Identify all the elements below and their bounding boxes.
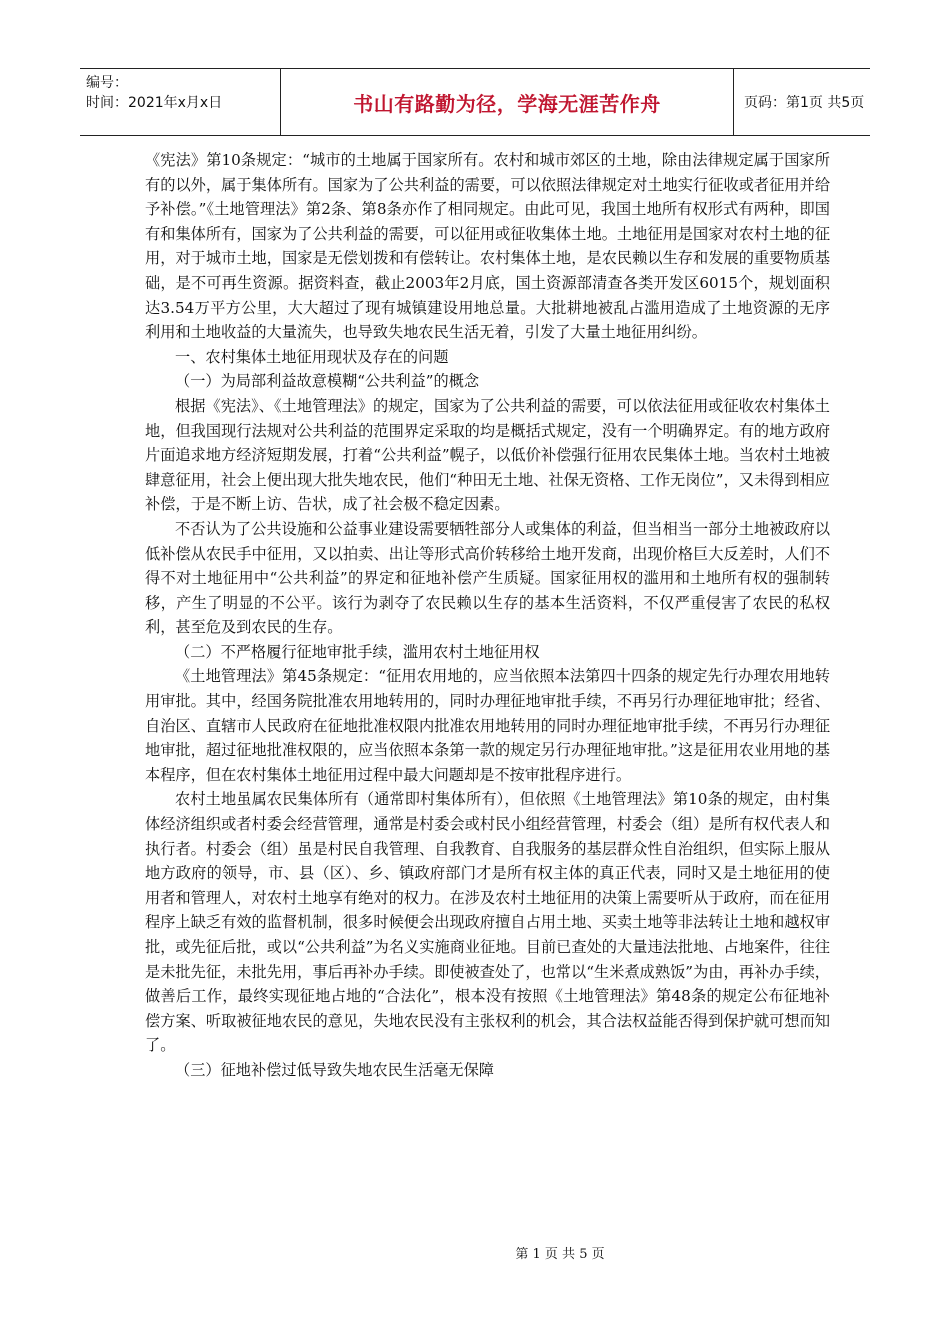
header-meta (80, 69, 280, 135)
document-body (145, 148, 830, 1083)
paragraph-body: 《土地管理法》第45条规定：“征用农用地的，应当依照本法第四十四条的规定先行办理农用地转用审批。其中，经国务院批准农用地转用的，同时办理征地审批手续，不再另行办理征地审批；经省、自治区、直辖市人民政府在征地批准权限内批准农用地转用的同时办理征地审批手续，不再另行办理征地审批，超过征地批准权限的，应当依照本条第一款的规定另行办理征地审批。”这是征用农业用地的基本程序，但在农村集体土地征用过程中最大问题却是不按审批程序进行。 (145, 667, 830, 784)
page-footer: 第 1 页 共 5 页 (515, 1247, 605, 1262)
subsection-heading-3: （三）征地补偿过低导致失地农民生活毫无保障 (175, 1060, 494, 1079)
paragraph-body: 不否认为了公共设施和公益事业建设需要牺牲部分人或集体的利益，但当相当一部分土地被政府以低补偿从农民手中征用，又以拍卖、出让等形式高价转移给土地开发商，出现价格巨大反差时，人们不得不对土地征用中“公共利益”的界定和征地补偿产生质疑。国家征用权的滥用和土地所有权的强制转移，产生了明显的不公平。该行为剥夺了农民赖以生存的基本生活资料，不仅严重侵害了农民的私权利，甚至危及到农民的生存。 (145, 519, 830, 637)
document-code-label: 编号： (86, 75, 128, 91)
paragraph-body: 根据《宪法》、《土地管理法》的规定，国家为了公共利益的需要，可以依法征用或征收农村集体土地，但我国现行法规对公共利益的范围界定采取的均是概括式规定，没有一个明确界定。有的地方政府片面追求地方经济短期发展，打着“公共利益”幌子，以低价补偿强行征用农民集体土地。当农村土地被肆意征用，社会上便出现大批失地农民，他们“种田无土地、社保无资格、工作无岗位”，又未得到相应补偿，于是不断上访、告状，成了社会极不稳定因素。 (145, 396, 830, 514)
subsection-heading-2: （二）不严格履行征地审批手续，滥用农村土地征用权 (175, 642, 540, 661)
paragraph-intro: 《宪法》第10条规定：“城市的土地属于国家所有。农村和城市郊区的土地，除由法律规定属于国家所有的以外，属于集体所有。国家为了公共利益的需要，可以依照法律规定对土地实行征收或者征用并给予补偿。”《土地管理法》第2条、第8条亦作了相同规定。由此可见，我国土地所有权形式有两种，即国有和集体所有，国家为了公共利益的需要，可以征用或征收集体土地。土地征用是国家对农村土地的征用，对于城市土地，国家是无偿划拨和有偿转让。农村集体土地，是农民赖以生存和发展的重要物质基础，是不可再生资源。据资料查，截止2003年2月底，国土资源部清查各类开发区6015个，规划面积达3.54万平方公里，大大超过了现有城镇建设用地总量。大批耕地被乱占滥用造成了土地资源的无序利用和土地收益的大量流失，也导致失地农民生活无着，引发了大量土地征用纠纷。 (145, 151, 830, 342)
header-page-number-cell (734, 69, 870, 135)
header-motto-cell (280, 69, 734, 135)
paragraph-body: 农村土地虽属农民集体所有（通常即村集体所有），但依照《土地管理法》第10条的规定，由村集体经济组织或者村委会经营管理，通常是村委会或村民小组经营管理，村委会（组）是所有权代表人和执行者。村委会（组）虽是村民自我管理、自我教育、自我服务的基层群众性自治组织，但实际上服从地方政府的领导，市、县（区）、乡、镇政府部门才是所有权主体的真正代表，同时又是土地征用的使用者和管理人，对农村土地享有绝对的权力。在涉及农村土地征用的决策上需要听从于政府，而在征用程序上缺乏有效的监督机制，很多时候便会出现政府擅自占用土地、买卖土地等非法转让土地和越权审批，或先征后批，或以“公共利益”为名义实施商业征地。目前已查处的大量违法批地、占地案件，往往是未批先征，未批先用，事后再补办手续。即使被查处了，也常以“生米煮成熟饭”为由，再补办手续，做善后工作，最终实现征地占地的“合法化”，根本没有按照《土地管理法》第48条的规定公布征地补偿方案、听取被征地农民的意见，失地农民没有主张权利的机会，其合法权益能否得到保护就可想而知了。 (145, 790, 830, 1055)
header-page-number: 页码：第1页 共5页 (744, 95, 865, 111)
document-date-label: 时间：2021年x月x日 (86, 95, 223, 111)
header-motto: 书山有路勤为径，学海无涯苦作舟 (353, 91, 661, 116)
section-heading-1: 一、农村集体土地征用现状及存在的问题 (175, 347, 449, 366)
page-header (80, 68, 870, 136)
subsection-heading-1: （一）为局部利益故意模糊“公共利益”的概念 (175, 372, 480, 391)
